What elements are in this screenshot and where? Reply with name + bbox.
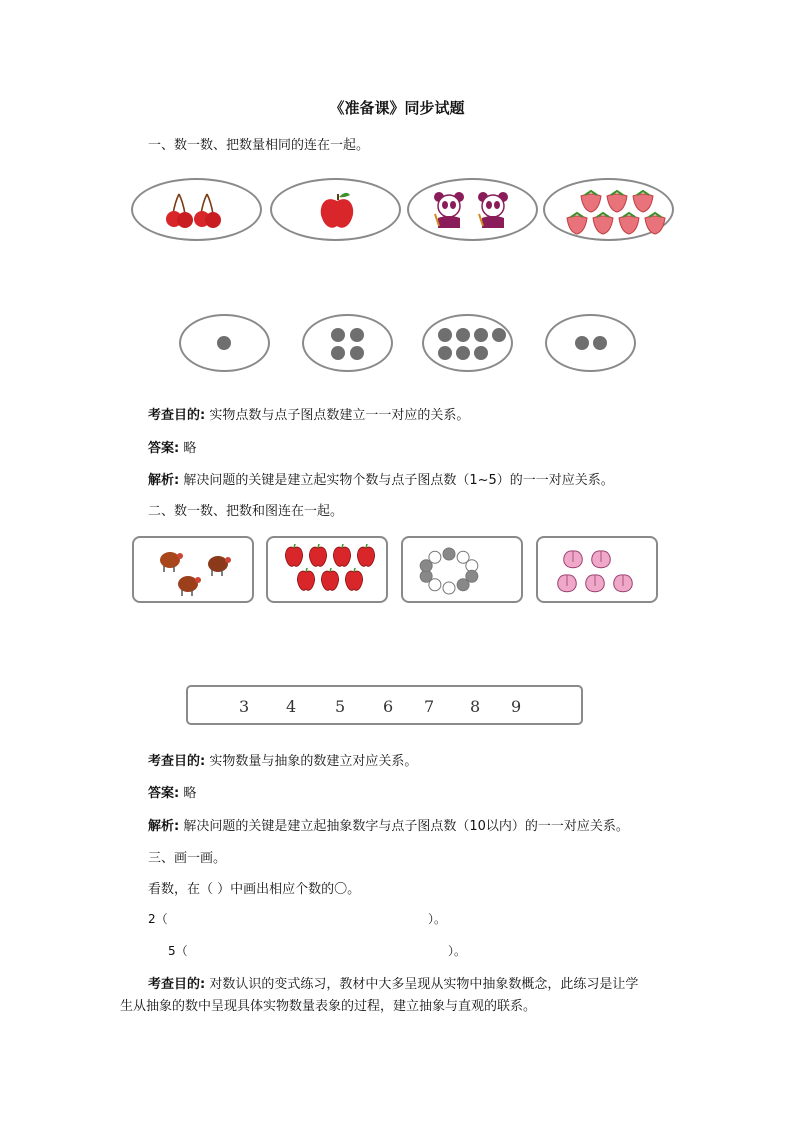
- peach: [564, 551, 583, 568]
- dot: [350, 346, 364, 360]
- section2-analysis: [148, 815, 629, 834]
- picture-oval-cherries[interactable]: [131, 178, 262, 241]
- answer-label: 答案:: [148, 786, 180, 801]
- answer-label: 答案:: [148, 441, 180, 456]
- apple: [285, 544, 302, 566]
- dot: [492, 328, 506, 342]
- section1-heading: 一、数一数、把数量相同的连在一起。: [148, 138, 370, 153]
- peach-icon: [538, 538, 660, 605]
- strawberry-icon: [545, 180, 676, 243]
- apple-icon: [268, 538, 390, 605]
- section2-purpose: [148, 750, 417, 769]
- number-item[interactable]: 3: [239, 697, 250, 716]
- bead: [457, 579, 469, 591]
- strawberry: [567, 213, 587, 234]
- dot: [438, 346, 452, 360]
- strawberry: [645, 213, 665, 234]
- section2-heading: 二、数一数、把数和图连在一起。: [148, 504, 344, 519]
- dot-oval-1[interactable]: [179, 314, 270, 372]
- cherries-icon: [133, 180, 264, 243]
- number-item[interactable]: 8: [470, 697, 481, 716]
- dot-oval-2[interactable]: [545, 314, 636, 372]
- picture-oval-strawberries[interactable]: [543, 178, 674, 241]
- picture-oval-apple[interactable]: [270, 178, 401, 241]
- bead: [429, 551, 441, 563]
- analysis-text: 解决问题的关键是建立起抽象数字与点子图点数（10以内）的一一对应关系。: [183, 819, 629, 834]
- number-item[interactable]: 5: [335, 697, 346, 716]
- purpose-text: 实物数量与抽象的数建立对应关系。: [209, 754, 418, 769]
- section3-instruction: 看数，在（ ）中画出相应个数的〇。: [148, 882, 361, 897]
- dot: [350, 328, 364, 342]
- draw-row-2-end: ）。: [428, 912, 447, 926]
- picture-box-apples[interactable]: [266, 536, 388, 603]
- peach: [558, 575, 577, 592]
- bead-ring-icon: [403, 538, 525, 605]
- dot: [575, 336, 589, 350]
- panda-icon: [409, 180, 540, 243]
- strawberry: [593, 213, 613, 234]
- analysis-label: 解析:: [148, 819, 180, 834]
- dot: [438, 328, 452, 342]
- draw-row-5-number: 5（: [168, 944, 188, 958]
- analysis-label: 解析:: [148, 473, 180, 488]
- strawberry: [581, 191, 601, 212]
- purpose-label: 考查目的:: [148, 977, 206, 992]
- number-bar: [186, 685, 583, 725]
- dot: [331, 328, 345, 342]
- purpose-label: 考查目的:: [148, 754, 206, 769]
- apple: [345, 568, 362, 590]
- apple: [297, 568, 314, 590]
- apple: [333, 544, 350, 566]
- apple: [309, 544, 326, 566]
- draw-row-5-end: ）。: [448, 944, 467, 958]
- peach: [592, 551, 611, 568]
- picture-box-turkeys[interactable]: [132, 536, 254, 603]
- dot: [474, 346, 488, 360]
- section3-heading: 三、画一画。: [148, 851, 227, 866]
- page-title: 《准备课》同步试题: [329, 99, 465, 117]
- purpose-label: 考查目的:: [148, 408, 206, 423]
- dot: [217, 336, 231, 350]
- number-item[interactable]: 4: [286, 697, 297, 716]
- picture-box-beads[interactable]: [401, 536, 523, 603]
- dot: [456, 346, 470, 360]
- strawberry: [607, 191, 627, 212]
- dot: [331, 346, 345, 360]
- purpose-text: 对数认识的变式练习，教材中大多呈现从实物中抽象数概念，此练习是让学: [209, 977, 639, 992]
- turkey-icon: [134, 538, 256, 605]
- draw-area-2[interactable]: [170, 906, 424, 928]
- number-item[interactable]: 6: [383, 697, 394, 716]
- apple-icon: [272, 180, 403, 243]
- apple: [357, 544, 374, 566]
- section2-answer: [148, 782, 196, 801]
- section1-answer: [148, 437, 196, 456]
- peach: [586, 575, 605, 592]
- number-item[interactable]: 9: [511, 697, 522, 716]
- dot: [456, 328, 470, 342]
- strawberry: [619, 213, 639, 234]
- picture-oval-panda[interactable]: [407, 178, 538, 241]
- bead: [443, 582, 455, 594]
- dot-oval-4[interactable]: [302, 314, 393, 372]
- apple: [321, 568, 338, 590]
- peach: [614, 575, 633, 592]
- strawberry: [633, 191, 653, 212]
- dot: [474, 328, 488, 342]
- analysis-text: 解决问题的关键是建立起实物个数与点子图点数（1~5）的一一对应关系。: [183, 473, 614, 488]
- dot: [593, 336, 607, 350]
- dot-oval-7[interactable]: [422, 314, 513, 372]
- section1-purpose: [148, 404, 469, 423]
- draw-row-2-number: 2（: [148, 912, 168, 926]
- section3-purpose: [148, 973, 638, 992]
- number-item[interactable]: 7: [424, 697, 435, 716]
- purpose-text: 实物点数与点子图点数建立一一对应的关系。: [209, 408, 470, 423]
- answer-text: 略: [183, 441, 197, 456]
- section1-analysis: [148, 469, 614, 488]
- bead: [443, 548, 455, 560]
- picture-box-peaches[interactable]: [536, 536, 658, 603]
- answer-text: 略: [183, 786, 197, 801]
- section3-purpose-cont: 生从抽象的数中呈现具体实物数量表象的过程，建立抽象与直观的联系。: [120, 999, 537, 1014]
- draw-area-5[interactable]: [190, 938, 444, 960]
